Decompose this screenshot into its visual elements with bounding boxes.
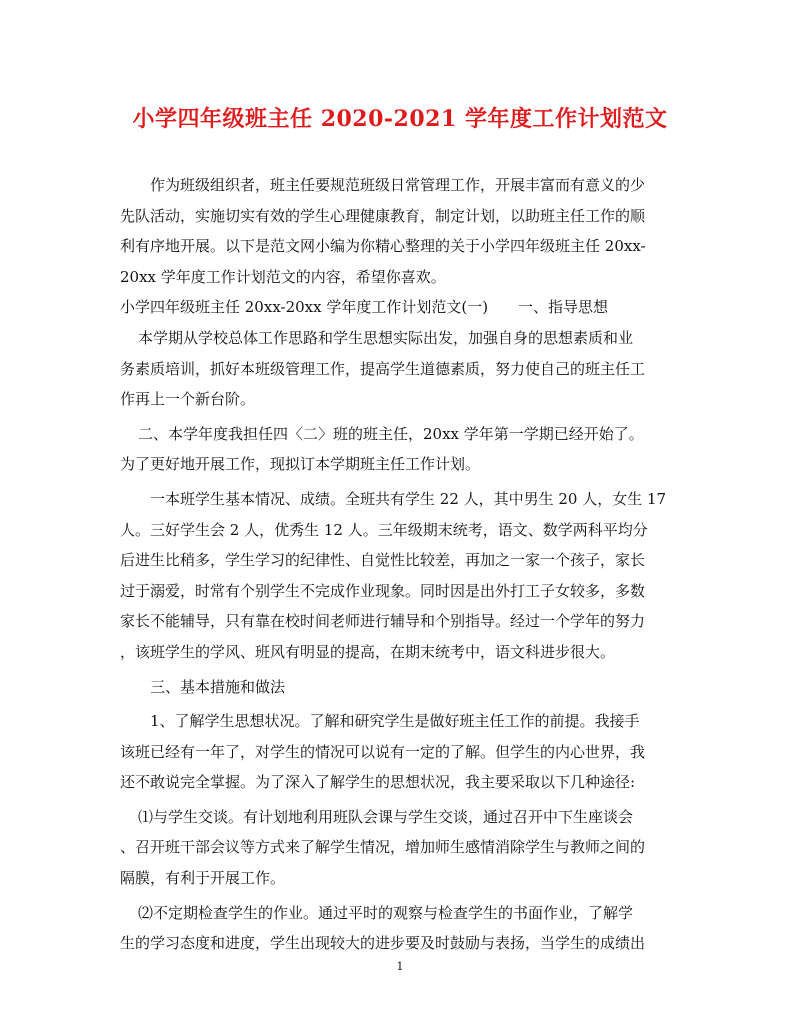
- body-line: 还不敢说完全掌握。为了深入了解学生的思想状况，我主要采取以下几种途径:: [120, 773, 636, 792]
- body-line: 该班已经有一年了，对学生的情况可以说有一定的了解。但学生的内心世界，我: [120, 742, 646, 761]
- body-line: 一本班学生基本情况、成绩。全班共有学生 22 人，其中男生 20 人，女生 17: [150, 489, 667, 508]
- body-line: 作再上一个新台阶。: [120, 390, 256, 409]
- body-line: 本学期从学校总体工作思路和学生思想实际出发，加强自身的思想素质和业: [138, 328, 634, 347]
- body-line: 二、本学年度我担任四〈二〉班的班主任，20xx 学年第一学期已经开始了。: [138, 424, 644, 443]
- body-line: 先队活动，实施切实有效的学生心理健康教育，制定计划，以助班主任工作的顺: [120, 206, 646, 225]
- body-line: 20xx 学年度工作计划范文的内容，希望你喜欢。: [120, 267, 446, 286]
- document-body: [120, 170, 680, 959]
- body-line: 务素质培训，抓好本班级管理工作，提高学生道德素质，努力使自己的班主任工: [120, 359, 646, 378]
- body-line: 隔膜，有利于开展工作。: [120, 869, 286, 888]
- section-heading-line: 三、基本措施和做法: [150, 677, 286, 696]
- body-line: ⑴与学生交谈。有计划地利用班队会课与学生交谈，通过召开中下生座谈会: [138, 807, 634, 826]
- body-line: 过于溺爱，时常有个别学生不完成作业现象。同时因是出外打工子女较多，多数: [120, 581, 646, 600]
- body-line: 利有序地开展。以下是范文网小编为你精心整理的关于小学四年级班主任 20xx-: [120, 237, 646, 256]
- page-number: 1: [396, 960, 404, 973]
- body-line: ，该班学生的学风、班风有明显的提高，在期末统考中，语文科进步很大。: [120, 642, 616, 661]
- body-line: 后进生比稍多，学生学习的纪律性、自觉性比较差，再加之一家一个孩子，家长: [120, 551, 646, 570]
- body-line: 作为班级组织者，班主任要规范班级日常管理工作，开展丰富而有意义的少: [150, 176, 646, 194]
- section-heading-line: 小学四年级班主任 20xx-20xx 学年度工作计划范文(一) 一、指导思想: [120, 298, 609, 317]
- body-line: 1、了解学生思想状况。了解和研究学生是做好班主任工作的前提。我接手: [150, 712, 640, 731]
- body-line: 、召开班干部会议等方式来了解学生情况，增加师生感情消除学生与教师之间的: [120, 838, 646, 857]
- body-line: 家长不能辅导，只有靠在校时间老师进行辅导和个别指导。经过一个学年的努力: [120, 612, 646, 631]
- body-line: 为了更好地开展工作，现拟订本学期班主任工作计划。: [120, 455, 481, 474]
- body-line: ⑵不定期检查学生的作业。通过平时的观察与检查学生的书面作业，了解学: [138, 903, 634, 922]
- document-title: 小学四年级班主任 2020-2021 学年度工作计划范文: [132, 106, 668, 132]
- body-line: 人。三好学生会 2 人，优秀生 12 人。三年级期末统考，语文、数学两科平均分: [120, 520, 648, 539]
- body-line: 生的学习态度和进度，学生出现较大的进步要及时鼓励与表扬，当学生的成绩出: [120, 934, 646, 953]
